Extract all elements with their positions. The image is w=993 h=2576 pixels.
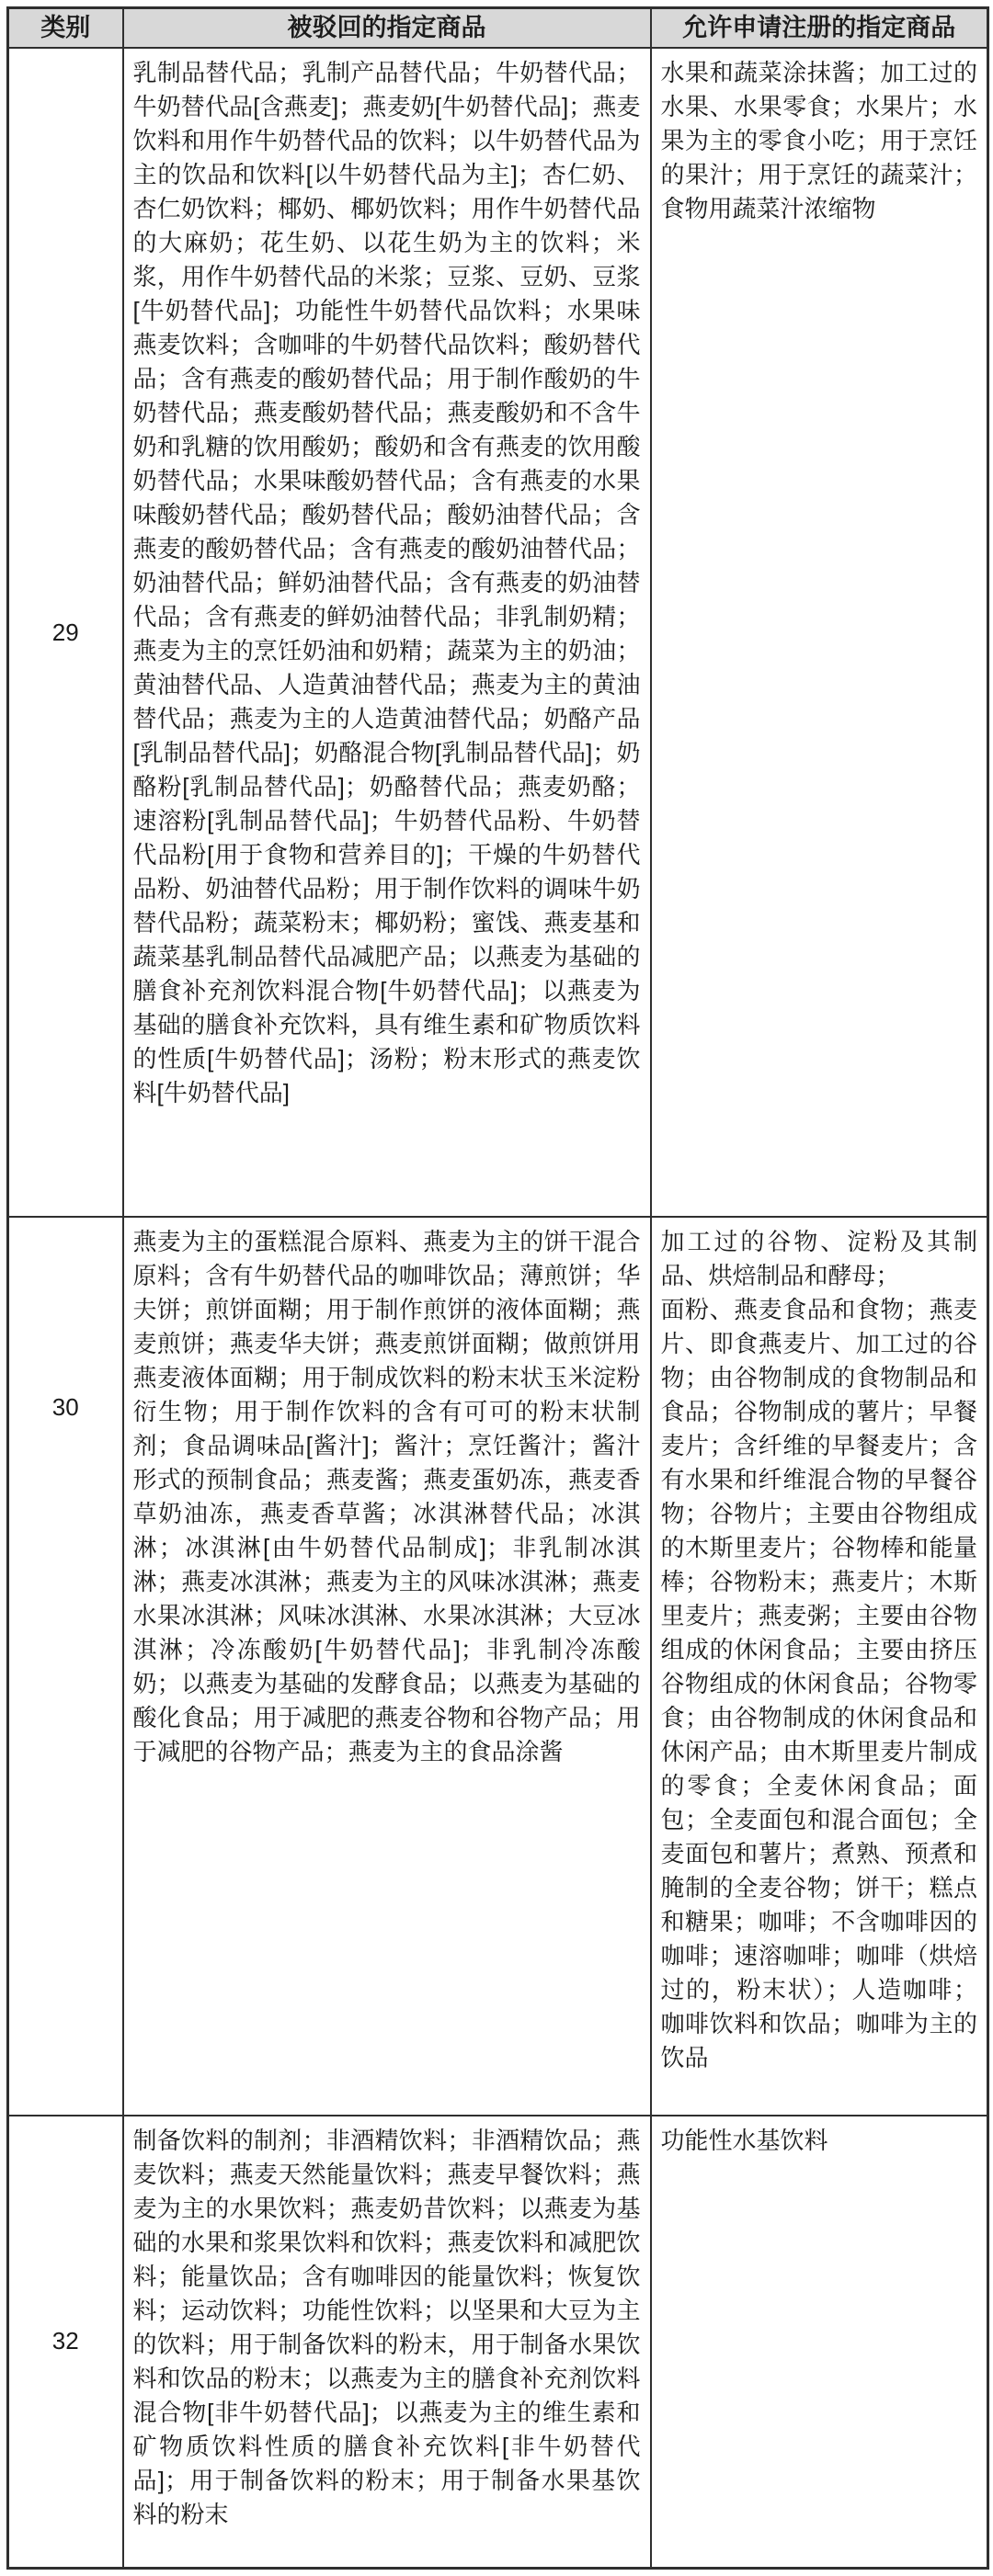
allowed-goods-cell: 加工过的谷物、淀粉及其制品、烘焙制品和酵母； 面粉、燕麦食品和食物；燕麦片、即食燕麦片、加工过的谷物；由谷物制成的食物制品和食品；谷物制成的薯片；早餐麦片；含纤维的早餐麦片；含有水果和纤维混合物的早餐谷物；谷物片；主要由谷物组成的木斯里麦片；谷物棒和能量棒；谷物粉末；燕麦片；木斯里麦片；燕麦粥；主要由谷物组成的休闲食品；主要由挤压谷物组成的休闲食品；谷物零食；由谷物制成的休闲食品和休闲产品；由木斯里麦片制成的零食；全麦休闲食品；面包；全麦面包和混合面包；全麦面包和薯片；煮熟、预煮和腌制的全麦谷物；饼干；糕点和糖果；咖啡；不含咖啡因的咖啡；速溶咖啡；咖啡（烘焙过的，粉末状）；人造咖啡；咖啡饮料和饮品；咖啡为主的饮品 [651, 1217, 988, 2116]
allowed-goods-cell: 水果和蔬菜涂抹酱；加工过的水果、水果零食；水果片；水果为主的零食小吃；用于烹饪的果汁；用于烹饪的蔬菜汁；食物用蔬菜汁浓缩物 [651, 48, 988, 1217]
table-row-class-30 [8, 1217, 988, 2116]
rejected-goods-cell: 燕麦为主的蛋糕混合原料、燕麦为主的饼干混合原料；含有牛奶替代品的咖啡饮品；薄煎饼；华夫饼；煎饼面糊；用于制作煎饼的液体面糊；燕麦煎饼；燕麦华夫饼；燕麦煎饼面糊；做煎饼用燕麦液体面糊；用于制成饮料的粉末状玉米淀粉衍生物；用于制作饮料的含有可可的粉末状制剂；食品调味品[酱汁]；酱汁；烹饪酱汁；酱汁形式的预制食品；燕麦酱；燕麦蛋奶冻，燕麦香草奶油冻，燕麦香草酱；冰淇淋替代品；冰淇淋；冰淇淋[由牛奶替代品制成]；非乳制冰淇淋；燕麦冰淇淋；燕麦为主的风味冰淇淋；燕麦水果冰淇淋；风味冰淇淋、水果冰淇淋；大豆冰淇淋；冷冻酸奶[牛奶替代品]；非乳制冷冻酸奶；以燕麦为基础的发酵食品；以燕麦为基础的酸化食品；用于减肥的燕麦谷物和谷物产品；用于减肥的谷物产品；燕麦为主的食品涂酱 [123, 1217, 651, 2116]
goods-classification-table [6, 6, 989, 2570]
column-header-category: 类别 [8, 8, 123, 49]
column-header-rejected-goods: 被驳回的指定商品 [123, 8, 651, 49]
table-header-row [8, 8, 988, 49]
table-row-class-32 [8, 2116, 988, 2568]
category-cell: 29 [8, 48, 123, 1217]
rejected-goods-cell: 制备饮料的制剂；非酒精饮料；非酒精饮品；燕麦饮料；燕麦天然能量饮料；燕麦早餐饮料；燕麦为主的水果饮料；燕麦奶昔饮料；以燕麦为基础的水果和浆果饮料和饮料；燕麦饮料和减肥饮料；能量饮品；含有咖啡因的能量饮料；恢复饮料；运动饮料；功能性饮料；以坚果和大豆为主的饮料；用于制备饮料的粉末，用于制备水果饮料和饮品的粉末；以燕麦为主的膳食补充剂饮料混合物[非牛奶替代品]；以燕麦为主的维生素和矿物质饮料性质的膳食补充饮料[非牛奶替代品]；用于制备饮料的粉末；用于制备水果基饮料的粉末 [123, 2116, 651, 2568]
table-row-class-29 [8, 48, 988, 1217]
rejected-goods-cell: 乳制品替代品；乳制产品替代品；牛奶替代品；牛奶替代品[含燕麦]；燕麦奶[牛奶替代品]；燕麦饮料和用作牛奶替代品的饮料；以牛奶替代品为主的饮品和饮料[以牛奶替代品为主]；杏仁奶、杏仁奶饮料；椰奶、椰奶饮料；用作牛奶替代品的大麻奶；花生奶、以花生奶为主的饮料；米浆，用作牛奶替代品的米浆；豆浆、豆奶、豆浆[牛奶替代品]；功能性牛奶替代品饮料；水果味燕麦饮料；含咖啡的牛奶替代品饮料；酸奶替代品；含有燕麦的酸奶替代品；用于制作酸奶的牛奶替代品；燕麦酸奶替代品；燕麦酸奶和不含牛奶和乳糖的饮用酸奶；酸奶和含有燕麦的饮用酸奶替代品；水果味酸奶替代品；含有燕麦的水果味酸奶替代品；酸奶替代品；酸奶油替代品；含燕麦的酸奶替代品；含有燕麦的酸奶油替代品；奶油替代品；鲜奶油替代品；含有燕麦的奶油替代品；含有燕麦的鲜奶油替代品；非乳制奶精；燕麦为主的烹饪奶油和奶精；蔬菜为主的奶油；黄油替代品、人造黄油替代品；燕麦为主的黄油替代品；燕麦为主的人造黄油替代品；奶酪产品[乳制品替代品]；奶酪混合物[乳制品替代品]；奶酪粉[乳制品替代品]；奶酪替代品；燕麦奶酪；速溶粉[乳制品替代品]；牛奶替代品粉、牛奶替代品粉[用于食物和营养目的]；干燥的牛奶替代品粉、奶油替代品粉；用于制作饮料的调味牛奶替代品粉；蔬菜粉末；椰奶粉；蜜饯、燕麦基和蔬菜基乳制品替代品减肥产品；以燕麦为基础的膳食补充剂饮料混合物[牛奶替代品]；以燕麦为基础的膳食补充饮料，具有维生素和矿物质饮料的性质[牛奶替代品]；汤粉；粉末形式的燕麦饮料[牛奶替代品] [123, 48, 651, 1217]
allowed-goods-cell: 功能性水基饮料 [651, 2116, 988, 2568]
category-cell: 32 [8, 2116, 123, 2568]
category-cell: 30 [8, 1217, 123, 2116]
column-header-allowed-goods: 允许申请注册的指定商品 [651, 8, 988, 49]
